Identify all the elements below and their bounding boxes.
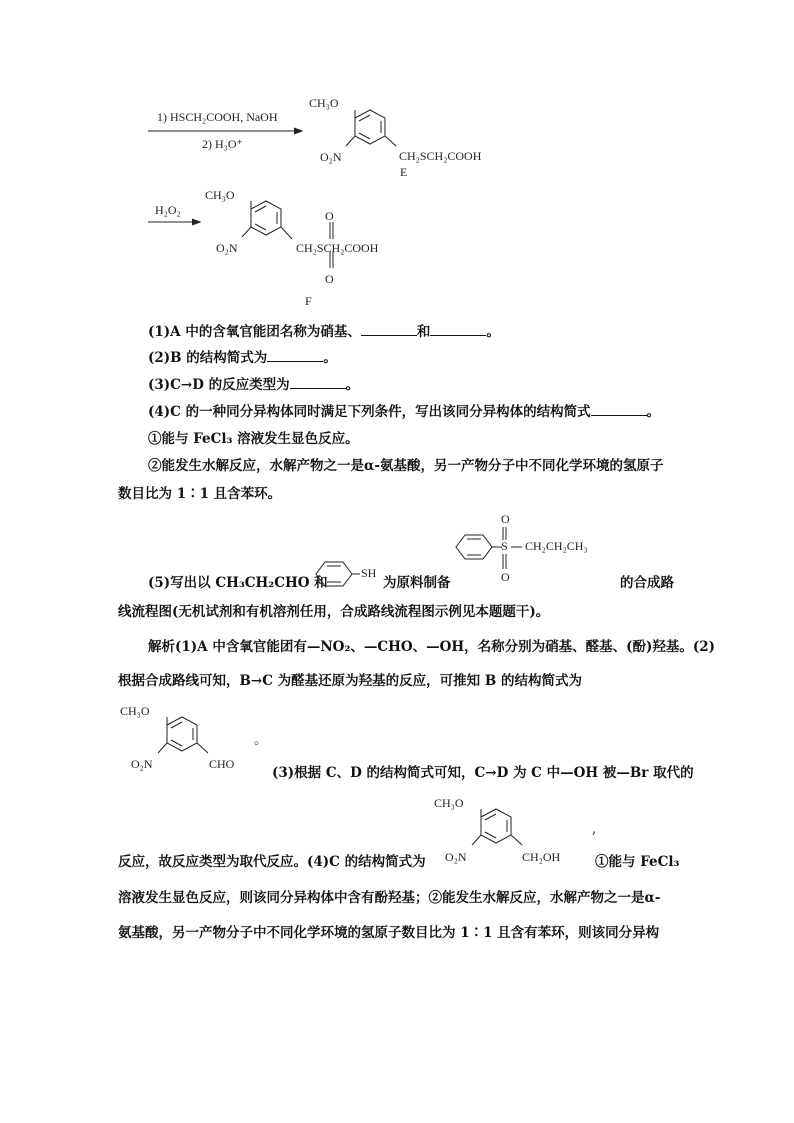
analysis-para-3: (3)根据 C、D 的结构简式可知，C→D 为 C 中—OH 被—Br 取代的 [272,765,694,781]
compound-f-label: F [305,294,312,308]
reaction2-side-chain: CH₂SCH₂COOH [296,241,379,255]
question-2: (2)B 的结构简式为 。 [148,350,337,366]
b-period: 。 [254,732,268,748]
reaction2-nitro: O₂N [216,241,238,255]
analysis-para-4b: ①能与 FeCl₃ [595,854,680,870]
question-5-part-c: 的合成路 [620,575,674,591]
c-ch2oh: CH₂OH [522,850,561,864]
analysis-para-4a: 反应，故反应类型为取代反应。(4)C 的结构简式为 [118,854,426,870]
thiophenol-ring [312,558,362,598]
thiophenol-sh: SH [361,566,377,580]
reaction2-arrow [148,219,208,229]
reaction1-methoxy: CH₃O [309,96,339,110]
condition-1: ①能与 FeCl₃ 溶液发生显色反应。 [148,431,359,447]
c-nitro: O₂N [445,850,467,864]
target-s: S [501,539,508,553]
analysis-para-2: 根据合成路线可知，B→C 为醛基还原为羟基的反应，可推知 B 的结构简式为 [118,673,582,689]
reaction2-condition-top: H₂O₂ [155,203,181,217]
reaction1-condition-top: 1) HSCH₂COOH, NaOH [157,110,278,124]
reaction2-oxo-top: O [325,209,334,223]
analysis-para-5: 溶液发生显色反应，则该同分异构体中含有酚羟基；②能发生水解反应，水解产物之一是α- [118,890,661,906]
reaction2-oxo-bottom: O [325,272,334,286]
c-benzene-ring [466,809,530,857]
target-oxo-bottom: O [501,570,510,584]
b-methoxy: CH₃O [120,704,150,718]
target-oxo-top: O [501,512,510,526]
target-chain: CH₂CH₂CH₃ [525,539,588,553]
condition-2-line2: 数目比为 1∶1 且含苯环。 [118,486,282,502]
question-5-part-b: 为原料制备 [383,575,451,591]
question-5-line2: 线流程图(无机试剂和有机溶剂任用，合成路线流程图示例见本题题干)。 [118,604,550,620]
reaction1-condition-bottom: 2) H₃O⁺ [202,137,243,151]
reaction1-benzene-ring [340,110,400,160]
compound-e-label: E [400,165,408,179]
question-4: (4)C 的一种同分异构体同时满足下列条件，写出该同分异构体的结构简式 。 [148,404,661,420]
target-structure [452,527,532,581]
question-5-part-a: (5)写出以 CH₃CH₂CHO 和 [148,575,328,591]
reaction2-methoxy: CH₃O [205,188,235,202]
reaction1-nitro: O₂N [320,150,342,164]
b-benzene-ring [152,717,212,765]
condition-2-line1: ②能发生水解反应，水解产物之一是α-氨基酸，另一产物分子中不同化学环境的氢原子 [148,458,664,474]
b-cho: CHO [209,757,235,771]
analysis-para-6: 氨基酸，另一产物分子中不同化学环境的氢原子数目比为 1∶1 且含有苯环，则该同分异构 [118,925,660,941]
c-comma: , [592,821,597,837]
c-methoxy: CH₃O [434,796,464,810]
analysis-para-1: 解析(1)A 中含氧官能团有—NO₂、—CHO、—OH，名称分别为硝基、醛基、(酚)羟基。(2) [148,639,716,655]
b-nitro: O₂N [131,757,153,771]
reaction1-side-chain: CH₂SCH₂COOH [399,149,482,163]
question-1: (1)A 中的含氧官能团名称为硝基、 和 。 [148,324,500,340]
question-3: (3)C→D 的反应类型为 。 [148,377,360,393]
